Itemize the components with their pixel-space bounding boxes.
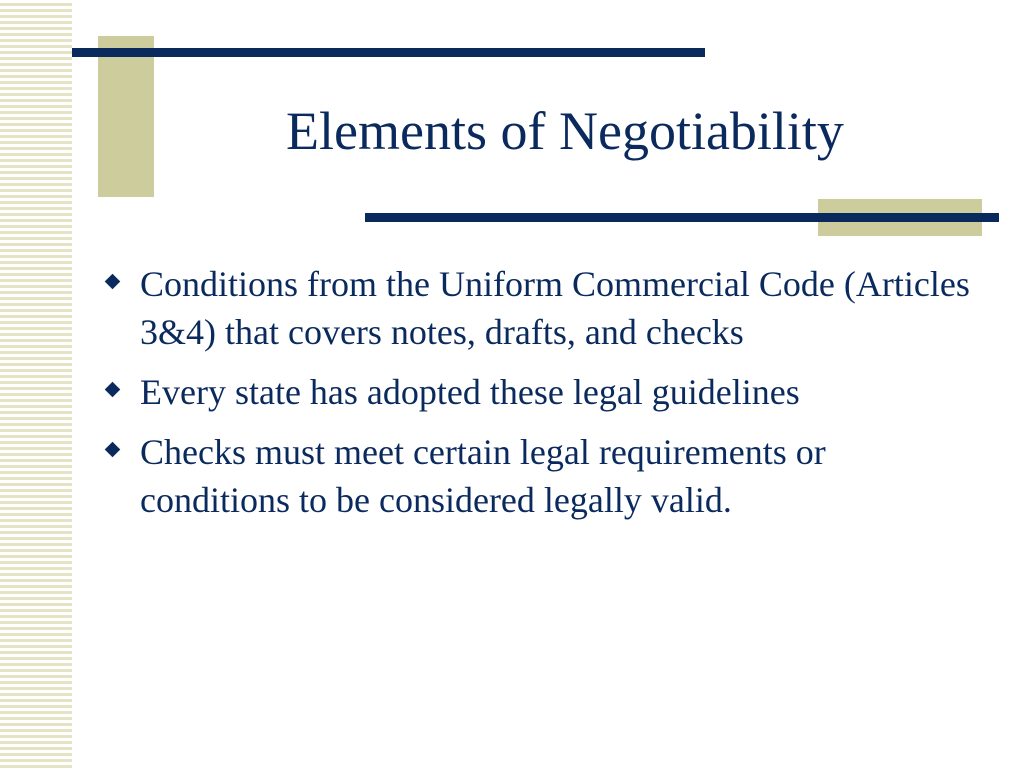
bullet-item bbox=[104, 428, 984, 524]
decorative-accent-block-top bbox=[98, 36, 154, 197]
bullet-item bbox=[104, 260, 984, 356]
bullet-text: Checks must meet certain legal requirements or conditions to be considered legally valid. bbox=[140, 432, 826, 520]
diamond-bullet-icon bbox=[105, 442, 121, 458]
decorative-rule-bottom bbox=[365, 213, 999, 222]
slide-title: Elements of Negotiability bbox=[286, 101, 844, 161]
bullet-list bbox=[104, 260, 984, 536]
bullet-text: Conditions from the Uniform Commercial Code (Articles 3&4) that covers notes, drafts, and checks bbox=[140, 264, 970, 352]
decorative-side-stripes bbox=[0, 0, 72, 768]
decorative-rule-top bbox=[72, 48, 705, 57]
bullet-text: Every state has adopted these legal guidelines bbox=[140, 372, 800, 412]
bullet-item bbox=[104, 368, 984, 416]
diamond-bullet-icon bbox=[105, 382, 121, 398]
diamond-bullet-icon bbox=[105, 274, 121, 290]
